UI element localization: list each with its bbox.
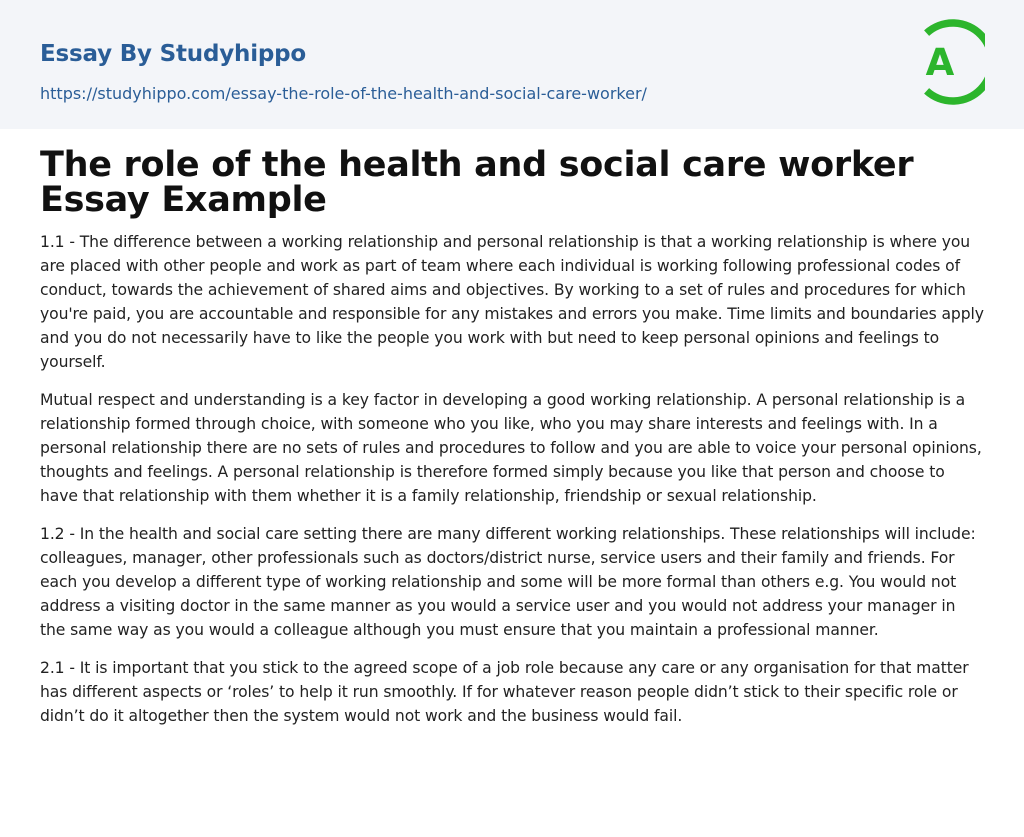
title-line-2: Essay Example (40, 180, 327, 220)
site-header (0, 0, 1024, 129)
site-brand[interactable]: Essay By Studyhippo (40, 41, 307, 67)
title-line-1: The role of the health and social care worker (40, 145, 914, 185)
essay-paragraph-1: 1.1 - The difference between a working relationship and personal relationship is that a working relationship is where you are placed with other people and work as part of team where each individual is working following professional codes of conduct, towards the achievement of shared aims and objectives. By working to a set of rules and procedures for which you're paid, you are accountable and responsible for any mistakes and errors you make. Time limits and boundaries apply and you do not necessarily have to like the people you work with but need to keep personal opinions and feelings to yourself. (40, 233, 984, 371)
page-url-link[interactable]: https://studyhippo.com/essay-the-role-of-the-health-and-social-care-worker/ (40, 84, 647, 103)
page-title (40, 145, 984, 220)
essay-paragraph-4: 2.1 - It is important that you stick to the agreed scope of a job role because any care or any organisation for that matter has different aspects or ‘roles’ to help it run smoothly. If for whatever reason people didn’t stick to their specific role or didn’t do it altogether then the system would not work and the business would fail. (40, 659, 969, 725)
essay-paragraph-2: Mutual respect and understanding is a key factor in developing a good working relationship. A personal relationship is a relationship formed through choice, with someone who you like, who you may share interests and feelings with. In a personal relationship there are no sets of rules and procedures to follow and you are able to voice your personal opinions, thoughts and feelings. A personal relationship is therefore formed simply because you like that person and choose to have that relationship with them whether it is a family relationship, friendship or sexual relationship. (40, 391, 982, 505)
logo-letter: A (925, 41, 955, 84)
essay-paragraph-3: 1.2 - In the health and social care setting there are many different working relationships. These relationships will include: colleagues, manager, other professionals such as doctors/district nurse, service users and their family and friends. For each you develop a different type of working relationship and some will be more formal than others e.g. You would not address a visiting doctor in the same manner as you would a service user and you would not address your manager in the same way as you would a colleague although you must ensure that you maintain a professional manner. (40, 525, 976, 639)
article (0, 145, 1024, 728)
studyhippo-logo[interactable] (913, 19, 985, 105)
